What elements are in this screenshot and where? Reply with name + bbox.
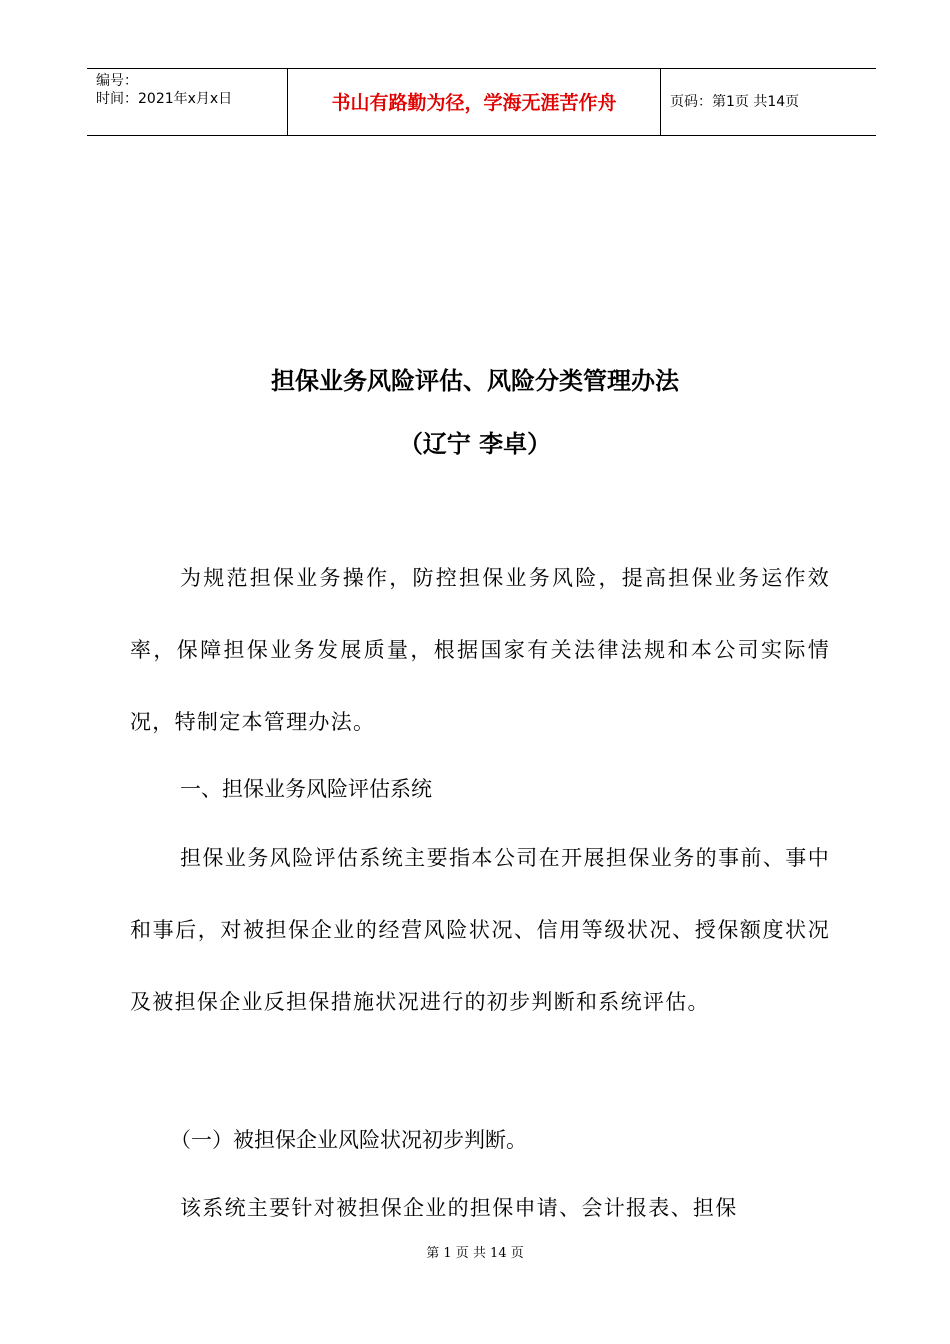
header-page-code: 页码：第1页 共14页 [670, 94, 800, 110]
header-motto-cell [287, 69, 661, 135]
document-header [87, 68, 876, 136]
subsection-paragraph: 该系统主要针对被担保企业的担保申请、会计报表、担保 [180, 1196, 738, 1220]
section-paragraph: 担保业务风险评估系统主要指本公司在开展担保业务的事前、事中和事后，对被担保企业的经营风险状况、信用等级状况、授保额度状况及被担保企业反担保措施状况进行的初步判断和系统评估。 [130, 846, 830, 1014]
header-meta-cell [87, 69, 287, 135]
subsection-heading: （一）被担保企业风险状况初步判断。 [170, 1128, 527, 1152]
intro-paragraph: 为规范担保业务操作，防控担保业务风险，提高担保业务运作效率，保障担保业务发展质量，根据国家有关法律法规和本公司实际情况，特制定本管理办法。 [130, 566, 830, 734]
document-date-label: 时间：2021年x月x日 [96, 91, 233, 107]
header-motto: 书山有路勤为径，学海无涯苦作舟 [331, 92, 617, 114]
document-number-label: 编号： [96, 73, 138, 89]
document-subtitle: （辽宁 李卓） [398, 430, 552, 458]
header-page-cell [661, 69, 876, 135]
section-heading: 一、担保业务风险评估系统 [180, 777, 432, 801]
document-title: 担保业务风险评估、风险分类管理办法 [271, 367, 679, 395]
page-footer: 第 1 页 共 14 页 [426, 1246, 524, 1261]
